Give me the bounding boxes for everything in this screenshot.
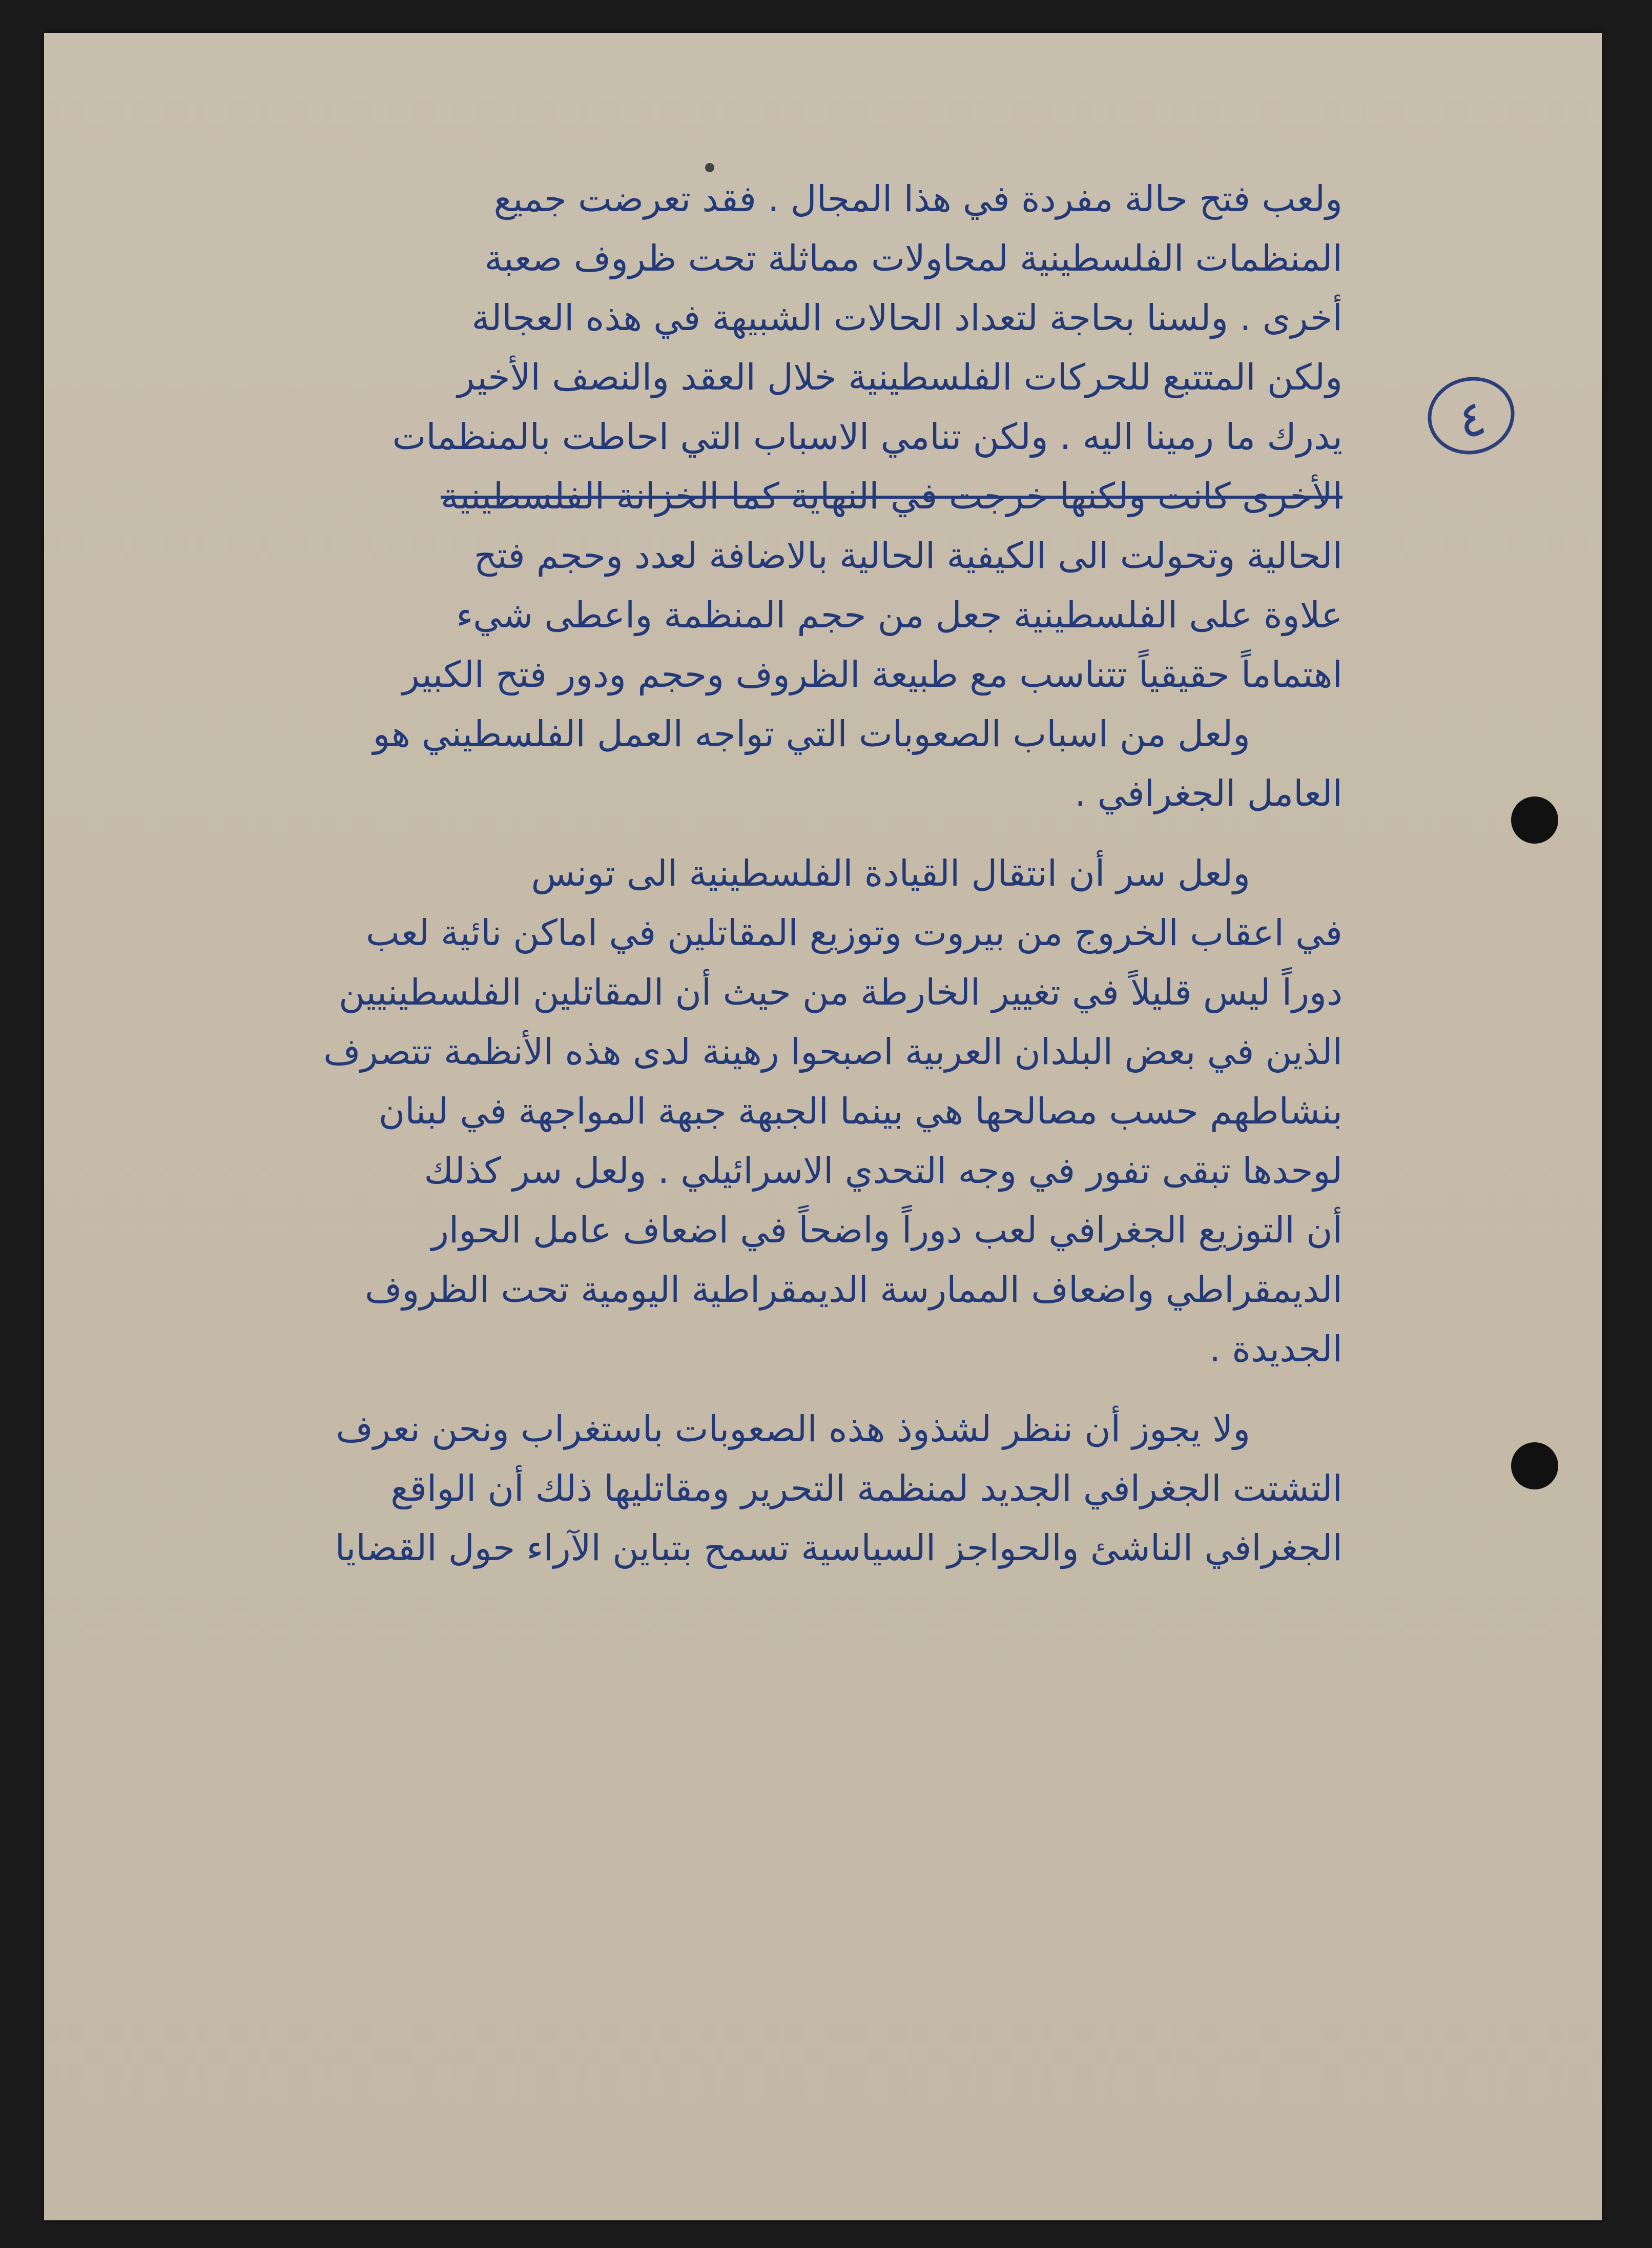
- text-line: الديمقراطي واضعاف الممارسة الديمقراطية اليومية تحت الظروف: [364, 1269, 1343, 1311]
- text-line: في اعقاب الخروج من بيروت وتوزيع المقاتلين في اماكن نائية لعب: [366, 912, 1343, 954]
- text-line: ولكن المتتبع للحركات الفلسطينية خلال العقد والنصف الأخير: [457, 356, 1343, 398]
- text-line: ولا يجوز أن ننظر لشذوذ هذه الصعوبات باستغراب ونحن نعرف: [336, 1408, 1250, 1450]
- text-line: الحالية وتحولت الى الكيفية الحالية بالاضافة لعدد وحجم فتح: [473, 535, 1343, 577]
- text-line: الجديدة .: [1209, 1328, 1343, 1370]
- page-number-circled: ٤: [1420, 369, 1521, 462]
- punch-hole-top: [1511, 796, 1558, 844]
- text-line: المنظمات الفلسطينية لمحاولات مماثلة تحت ظروف صعبة: [484, 237, 1343, 279]
- text-line: الذين في بعض البلدان العربية اصبحوا رهينة لدى هذه الأنظمة تتصرف: [323, 1031, 1343, 1073]
- handwritten-body: [102, 169, 1343, 1578]
- text-line: دوراً ليس قليلاً في تغيير الخارطة من حيث أن المقاتلين الفلسطينيين: [338, 971, 1343, 1013]
- text-line: الجغرافي الناشئ والحواجز السياسية تسمح بتباين الآراء حول القضايا: [335, 1527, 1343, 1569]
- text-line: التشتت الجغرافي الجديد لمنظمة التحرير ومقاتليها ذلك أن الواقع: [390, 1467, 1343, 1509]
- text-line: يدرك ما رمينا اليه . ولكن تنامي الاسباب التي احاطت بالمنظمات: [392, 416, 1343, 458]
- text-line: علاوة على الفلسطينية جعل من حجم المنظمة واعطى شيء: [456, 594, 1343, 636]
- text-line: ولعل سر أن انتقال القيادة الفلسطينية الى تونس: [531, 852, 1250, 894]
- text-line: أخرى . ولسنا بحاجة لتعداد الحالات الشبيهة في هذه العجالة: [471, 297, 1343, 339]
- text-line: العامل الجغرافي .: [1075, 772, 1343, 814]
- text-line: لوحدها تبقى تفور في وجه التحدي الاسرائيلي . ولعل سر كذلك: [424, 1150, 1343, 1192]
- text-line: اهتماماً حقيقياً تتناسب مع طبيعة الظروف وحجم ودور فتح الكبير: [402, 653, 1343, 696]
- punch-hole-bottom: [1511, 1442, 1558, 1489]
- text-line: أن التوزيع الجغرافي لعب دوراً واضحاً في اضعاف عامل الحوار: [431, 1209, 1343, 1251]
- text-line: ولعل من اسباب الصعوبات التي تواجه العمل الفلسطيني هو: [373, 713, 1250, 755]
- text-line: ولعب فتح حالة مفردة في هذا المجال . فقد تعرضت جميع: [493, 178, 1343, 220]
- text-line-struck: الأخرى كانت ولكنها خرجت في النهاية كما الخزانة الفلسطينية: [441, 475, 1343, 517]
- text-line: بنشاطهم حسب مصالحها هي بينما الجبهة جبهة المواجهة في لبنان: [378, 1090, 1343, 1132]
